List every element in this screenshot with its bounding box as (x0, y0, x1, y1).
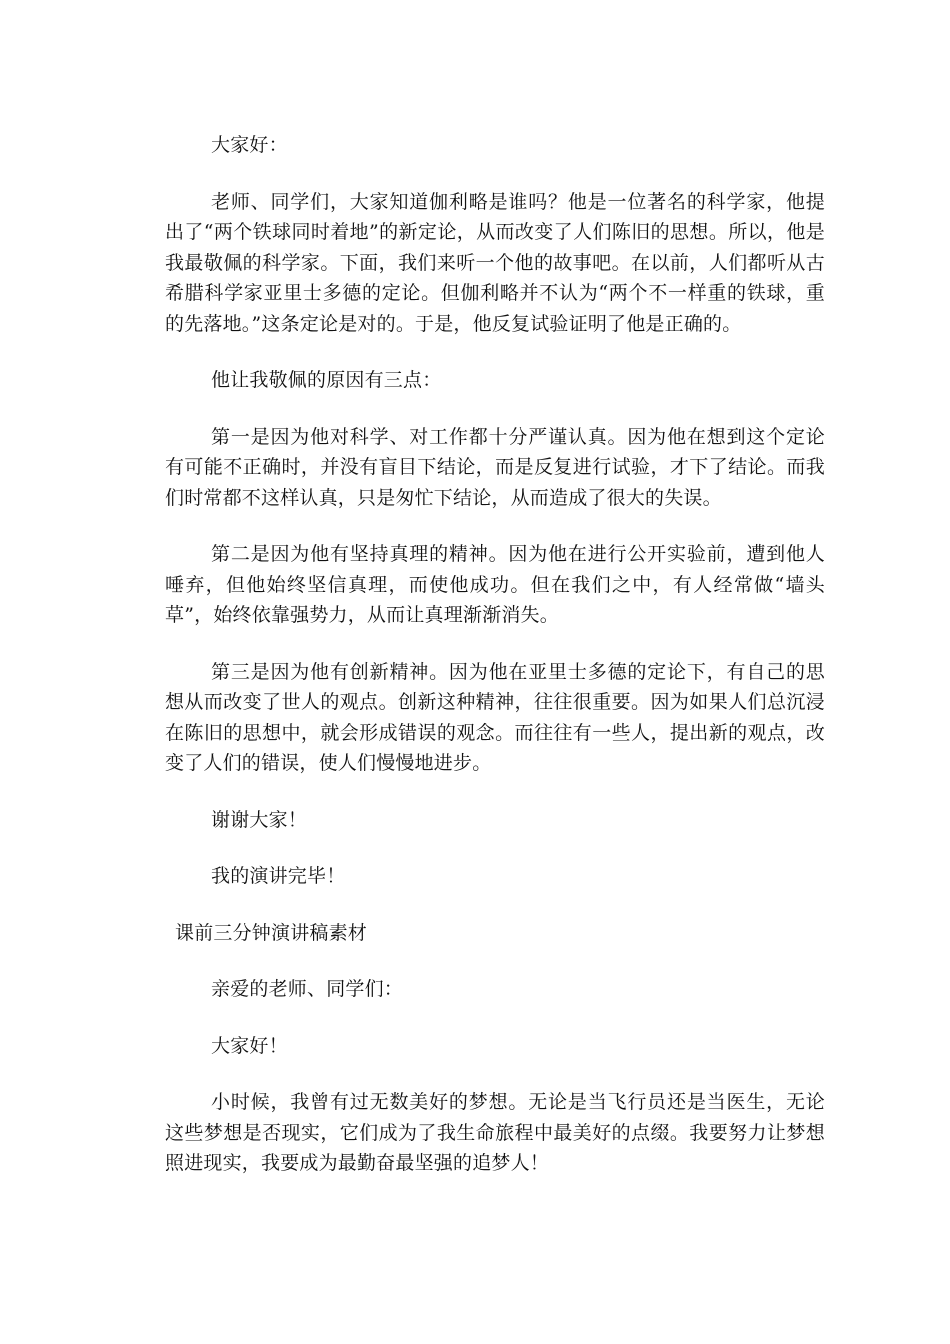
paragraph-reason-one: 第一是因为他对科学、对工作都十分严谨认真。因为他在想到这个定论有可能不正确时，并没有盲目下结论，而是反复进行试验，才下了结论。而我们时常都不这样认真，只是匆忙下结论，从而造成了很大的失误。 (165, 425, 825, 509)
document-body (165, 130, 825, 1205)
paragraph-reason-three: 第三是因为他有创新精神。因为他在亚里士多德的定论下，有自己的思想从而改变了世人的观点。创新这种精神，往往很重要。因为如果人们总沉浸在陈旧的思想中，就会形成错误的观念。而往往有一些人，提出新的观点，改变了人们的错误，使人们慢慢地进步。 (165, 660, 825, 774)
section-title: 课前三分钟演讲稿素材 (175, 921, 368, 944)
paragraph-reason-two: 第二是因为他有坚持真理的精神。因为他在进行公开实验前，遭到他人唾弃，但他始终坚信真理，而使他成功。但在我们之中，有人经常做“墙头草”，始终依靠强势力，从而让真理渐渐消失。 (165, 543, 825, 626)
paragraph-dreams: 小时候，我曾有过无数美好的梦想。无论是当飞行员还是当医生，无论这些梦想是否现实，它们成为了我生命旅程中最美好的点缀。我要努力让梦想照进现实，我要成为最勤奋最坚强的追梦人！ (165, 1091, 825, 1174)
paragraph-greeting: 大家好： (211, 134, 288, 156)
paragraph-salutation: 亲爱的老师、同学们： (211, 978, 404, 1000)
paragraph-greeting-2: 大家好！ (211, 1034, 288, 1057)
paragraph-intro: 老师、同学们，大家知道伽利略是谁吗？他是一位著名的科学家，他提出了“两个铁球同时着地”的新定论，从而改变了人们陈旧的思想。所以，他是我最敬佩的科学家。下面，我们来听一个他的故事吧。在以前，人们都听从古希腊科学家亚里士多德的定论。但伽利略并不认为“两个不一样重的铁球，重的先落地。”这条定论是对的。于是，他反复试验证明了他是正确的。 (165, 190, 825, 335)
paragraph-thanks: 谢谢大家！ (211, 808, 308, 831)
paragraph-closing: 我的演讲完毕！ (211, 865, 346, 887)
paragraph-reasons-lead: 他让我敬佩的原因有三点： (211, 369, 442, 391)
